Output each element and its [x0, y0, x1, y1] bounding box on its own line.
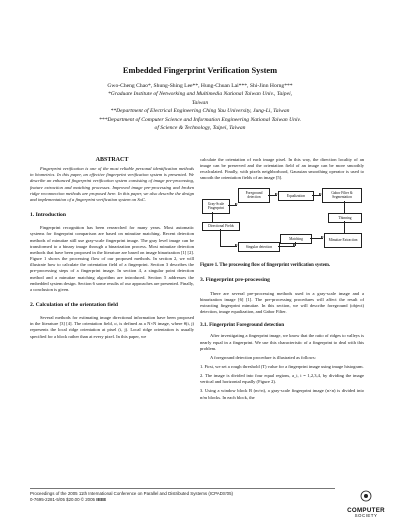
footer-ieee: IEEE — [96, 497, 107, 502]
fig-line-directional-to-singular — [220, 229, 221, 246]
abstract-text: Fingerprint verification is one of the most reliable personal identification methods in biometrics. In this paper, an effective fingerprint verification system is presented. We describe an enhanced fingerprint verification system consisting of image pre-processing, feature extraction and matching processes. Improved image pre-processing and broken ridge reconnection methods are proposed here. In this paper, we also describe the design and implementation of a fingerprint verification system on SoC. — [30, 166, 194, 202]
author-names: Gwo-Cheng Chao*, Shung-Shing Lee**, Hung-Chuan Lai***, Shi-Jinn Horng*** — [107, 83, 293, 89]
section-2-heading: 2. Calculation of the orientation field — [30, 301, 118, 308]
section-3-paragraph: There are several pre-processing methods used in a gray-scale image and a binarization image [6] [1]. The pre-processing procedures will affect the result of extracting fingerprint minutiae. In this section, we will describe foreground (object) detection, image equalization, and Gabor Filter. — [200, 290, 364, 315]
author-block — [40, 82, 360, 132]
section-1-heading: 1. Introduction — [30, 212, 66, 219]
fig-arrow-singular-right — [278, 246, 295, 247]
footer-divider — [30, 488, 335, 489]
step-1: 1. First, we set a rough threshold (T) value for a fingerprint image using image histogram. — [200, 363, 364, 369]
step-3: 3. Using a window block B (m×n), a gray-scale fingerprint image (n×n) is divided into n/m blocks. In each block, the — [200, 388, 364, 400]
fig-arrow-gray-to-foreground — [228, 205, 237, 206]
fig-box-foreground: Foreground detection — [238, 188, 270, 203]
fig-box-gabor: Gabor Filter & Segmentation — [322, 188, 362, 203]
affiliation-2: **Department of Electrical Engineering Ching Yau University, Jung-Li, Taiwan — [110, 108, 290, 115]
fig-line-gabor-to-thinning — [344, 201, 345, 213]
affiliation-3: ***Department of Computer Science and Information Engineering National Taiwan Univ. — [99, 116, 301, 123]
section-3-1-paragraph-1: After investigating a fingerprint image, we know that the ratio of ridges to valleys is nearly equal in a fingerprint. We use this characteristic of a fingerprint to deal with this problem. — [200, 333, 364, 351]
section-3-1-heading: 3.1. Fingerprint Foreground detection — [200, 322, 285, 329]
section-2-paragraph: Several methods for estimating image directional information have been proposed in the literature [3] [4]. The orientation field, σ, is defined as a N×N image, where θ(i, j) represents the local ridge orientation at pixel (i, j). Local ridge orientation is usually specified for a block rather than at every pixel. In this paper, we — [30, 315, 194, 339]
fig-box-minutiae: Minutiae Extraction — [324, 233, 362, 248]
fig-box-matching: Matching — [280, 234, 312, 244]
step-2: 2. The image is divided into four equal regions, a_i, i = 1,2,3,4, by dividing the image vertical and horizontal equally (Figure 2). — [200, 373, 364, 385]
right-column — [200, 157, 364, 404]
fig-arrow-equalization-to-gabor — [312, 195, 321, 196]
abstract-heading: ABSTRACT — [95, 157, 129, 163]
section-3-1-paragraph-2: A foreground detection procedure is illustrated as follows: — [210, 354, 316, 360]
logo-name: COMPUTER — [347, 507, 385, 514]
footer-proceedings: Proceedings of the 2005 11th International Conference on Parallel and Distributed Systems (ICPADS'05) — [30, 491, 234, 496]
fig-arrow-to-singular — [220, 246, 237, 247]
fig-arrow-foreground-to-equalization — [268, 195, 277, 196]
computer-society-logo — [345, 489, 387, 518]
fig-line-gray-to-directional — [212, 212, 213, 222]
section-1-paragraph: Fingerprint recognition has been researched for many years. Most automatic systems for fingerprint comparison are based on minutiae matching. Recent detection methods of minutiae still use gray-scale fingerprint image. The gray level image can be transformed to a binary image through a binarization process. Most minutiae detection methods that have been proposed in the literature are based on image binarization [1] [2]. Figure 1 shows the processing flow of our proposed methods. In section 2, we will illustrate how to calculate the orientation field of a fingerprint. Section 3 describes the pre-processing steps of a fingerprint image. In section 4, a singular point detection method and a minutiae matching algorithm are introduced. Section 5 addresses the embedded system design. Section 6 some results of our approaches are presented. Finally, a conclusion is given. — [30, 225, 194, 292]
fig-box-singular: Singular detection — [238, 242, 280, 252]
fig-arrow-matching-minutiae — [310, 238, 323, 239]
fig-box-gray-scale: Gray-Scale Fingerprint — [202, 199, 230, 214]
processing-flow-figure — [200, 185, 364, 260]
logo-mark-icon — [359, 490, 373, 502]
footer — [30, 491, 233, 503]
section-3-heading: 3. Fingerprint pre-processing — [200, 277, 270, 284]
paper-title: Embedded Fingerprint Verification System — [122, 66, 278, 75]
fig-box-equalization: Equalization — [278, 191, 314, 201]
left-column — [30, 157, 194, 343]
fig-line-thinning-to-minutiae — [344, 221, 345, 233]
figure-1-caption: Figure 1. The processing flow of fingerprint verification system. — [200, 262, 331, 268]
affiliation-3-city: of Science & Technology, Taipei, Taiwan — [154, 125, 246, 132]
footer-isbn — [30, 497, 233, 503]
footer-isbn-text: 0-7695-2281-5/05 $20.00 © 2005 — [30, 497, 95, 502]
affiliation-1-country: Taiwan — [191, 99, 209, 106]
logo-sub: SOCIETY — [354, 513, 378, 518]
fig-box-thinning: Thinning — [328, 213, 362, 223]
continued-paragraph: calculate the orientation of each image pixel. In this way, the direction locality of an image can be preserved and the orientation field of an image can be more smoothly recalculated. Finally, with pixels neighborhood, Gaussian smoothing operator is used to smooth the orientation fields of an image [5]. — [200, 157, 364, 181]
affiliation-1: *Graduate Institute of Networking and Multimedia National Taiwan Univ., Taipei, — [107, 91, 293, 98]
fig-box-directional: Directional Fields — [202, 222, 240, 231]
